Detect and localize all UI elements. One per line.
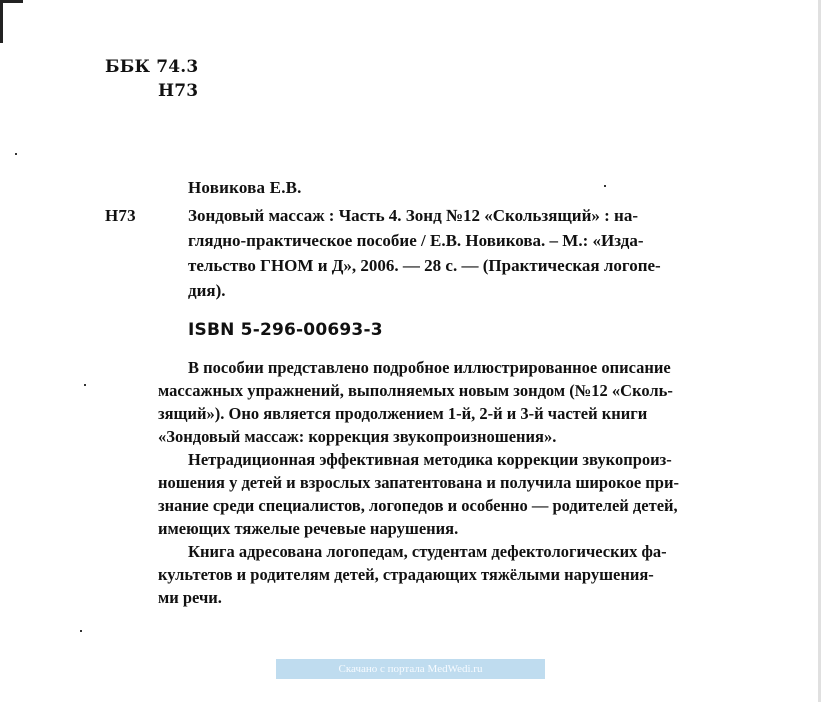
scan-speck (15, 153, 17, 155)
bbk-index: ББК 74.3 (105, 57, 199, 77)
annotation-line: В пособии представлено подробное иллюстрированное описание (188, 358, 671, 377)
annotation-line: имеющих тяжелые речевые нарушения. (158, 519, 459, 538)
scan-speck (84, 384, 86, 386)
cutter-code: Н73 (105, 206, 136, 225)
isbn: ISBN 5-296-00693-3 (188, 320, 383, 340)
bibliography-line: тельство ГНОМ и Д», 2006. — 28 с. — (Практическая логопе- (188, 256, 661, 275)
annotation-line: знание среди специалистов, логопедов и особенно — родителей детей, (158, 496, 678, 515)
author-mark-code: Н73 (158, 81, 199, 101)
bibliography-line: глядно-практическое пособие / Е.В. Новикова. – М.: «Изда- (188, 231, 644, 250)
bibliography-line: Зондовый массаж : Часть 4. Зонд №12 «Скользящий» : на- (188, 206, 638, 225)
annotation-line: Книга адресована логопедам, студентам дефектологических фа- (188, 542, 667, 561)
bibliography-line: дия). (188, 281, 226, 300)
annotation-line: ми речи. (158, 588, 222, 607)
download-watermark: Скачано с портала MedWedi.ru (276, 659, 545, 679)
scan-speck (604, 185, 606, 187)
scan-speck (80, 630, 82, 632)
annotation-line: массажных упражнений, выполняемых новым зондом (№12 «Сколь- (158, 381, 673, 400)
annotation-line: зящий»). Оно является продолжением 1-й, 2-й и 3-й частей книги (158, 404, 648, 423)
annotation-line: культетов и родителям детей, страдающих тяжёлыми нарушения- (158, 565, 654, 584)
annotation-line: Нетрадиционная эффективная методика коррекции звукопроиз- (188, 450, 672, 469)
annotation-line: ношения у детей и взрослых запатентована и получила широкое при- (158, 473, 679, 492)
scan-corner-mark (0, 0, 23, 43)
annotation-line: «Зондовый массаж: коррекция звукопроизношения». (158, 427, 557, 446)
author-name: Новикова Е.В. (188, 178, 302, 197)
